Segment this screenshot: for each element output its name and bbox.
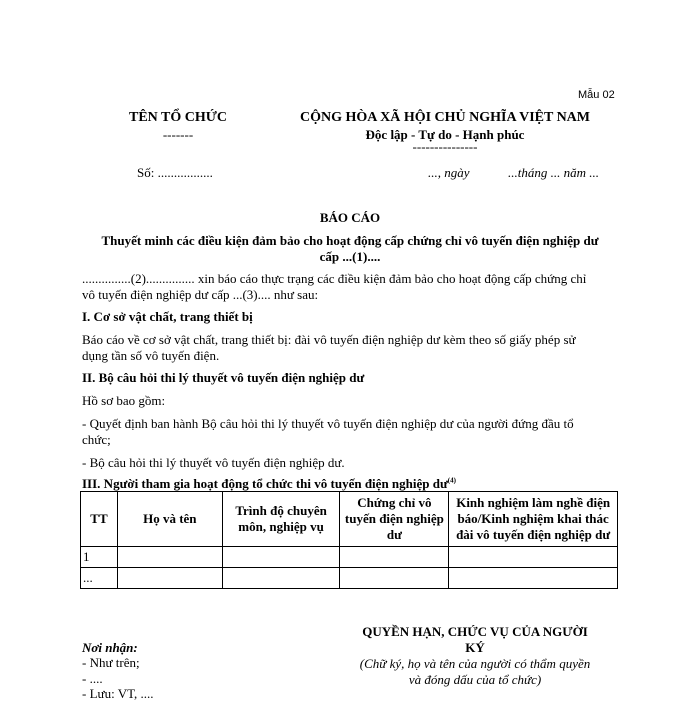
table-row: [81, 568, 618, 589]
recipients-label: Nơi nhận:: [82, 640, 138, 655]
section1-body-line1: Báo cáo về cơ sở vật chất, trang thiết bị: đài vô tuyến điện nghiệp dư kèm theo số giấy phép sử: [82, 332, 576, 347]
table-cell: [449, 568, 618, 589]
section1-body-line2: dụng tần số vô tuyến điện.: [82, 348, 220, 363]
section3-heading: [82, 476, 456, 492]
org-name: TÊN TỔ CHỨC: [128, 110, 227, 125]
date-rest: ...tháng ... năm ...: [508, 165, 599, 180]
table-cell: ...: [81, 568, 118, 589]
intro-line2: vô tuyến điện nghiệp dư cấp ...(3).... như sau:: [82, 287, 319, 302]
section3-heading-text: III. Người tham gia hoạt động tổ chức thi vô tuyến điện nghiệp dư: [82, 476, 448, 491]
section2-item2: - Bộ câu hỏi thi lý thuyết vô tuyến điện nghiệp dư.: [82, 455, 345, 470]
table-row: [81, 547, 618, 568]
document-subtitle-line1: Thuyết minh các điều kiện đảm bảo cho hoạt động cấp chứng chỉ vô tuyến điện nghiệp dư: [101, 233, 599, 248]
column-header-name: Họ và tên: [117, 492, 222, 547]
section2-body: Hồ sơ bao gồm:: [82, 393, 166, 408]
document-number: Số: .................: [137, 165, 213, 180]
table-cell: [449, 547, 618, 568]
national-motto: Độc lập - Tự do - Hạnh phúc: [365, 127, 525, 142]
form-code: Mẫu 02: [578, 89, 615, 101]
column-header-tt: TT: [81, 492, 118, 547]
table-cell: 1: [81, 547, 118, 568]
recipient-item: - Lưu: VT, ....: [82, 686, 154, 701]
table-cell: [222, 547, 340, 568]
date-place: ..., ngày: [428, 165, 470, 180]
footnote-mark: (4): [447, 476, 456, 485]
recipient-item: - Như trên;: [82, 655, 140, 670]
table-cell: [340, 568, 449, 589]
column-header-certificate: Chứng chỉ vô tuyến điện nghiệp dư: [340, 492, 449, 547]
table-cell: [117, 568, 222, 589]
document-title: BÁO CÁO: [319, 210, 381, 225]
intro-line1: ...............(2)............... xin báo cáo thực trạng các điều kiện đảm bảo cho hoạt động cấp chứng chỉ: [82, 271, 587, 286]
section2-item1-line2: chức;: [82, 432, 111, 447]
signer-title-line2: KÝ: [465, 640, 485, 655]
table-header-row: [81, 492, 618, 547]
signature-note-line1: (Chữ ký, họ và tên của người có thẩm quyền: [359, 656, 591, 671]
section2-item1-line1: - Quyết định ban hành Bộ câu hỏi thi lý thuyết vô tuyến điện nghiệp dư của người đứng đầu tổ: [82, 416, 574, 431]
table-cell: [222, 568, 340, 589]
table-cell: [340, 547, 449, 568]
column-header-experience: Kinh nghiệm làm nghề điện báo/Kinh nghiệm khai thác đài vô tuyến điện nghiệp dư: [449, 492, 618, 547]
org-divider: -------: [162, 127, 194, 142]
document-subtitle-line2: cấp ...(1)....: [319, 249, 381, 264]
motto-divider: ---------------: [412, 139, 478, 154]
section1-heading: I. Cơ sở vật chất, trang thiết bị: [82, 309, 253, 324]
staff-table: [80, 491, 618, 589]
section2-heading: II. Bộ câu hỏi thi lý thuyết vô tuyến điện nghiệp dư: [82, 370, 365, 385]
signer-title-line1: QUYỀN HẠN, CHỨC VỤ CỦA NGƯỜI: [362, 624, 588, 639]
table-cell: [117, 547, 222, 568]
column-header-qualification: Trình độ chuyên môn, nghiệp vụ: [222, 492, 340, 547]
signature-note-line2: và đóng dấu của tổ chức): [408, 672, 542, 687]
recipient-item: - ....: [82, 671, 103, 686]
national-title: CỘNG HÒA XÃ HỘI CHỦ NGHĨA VIỆT NAM: [299, 110, 590, 125]
